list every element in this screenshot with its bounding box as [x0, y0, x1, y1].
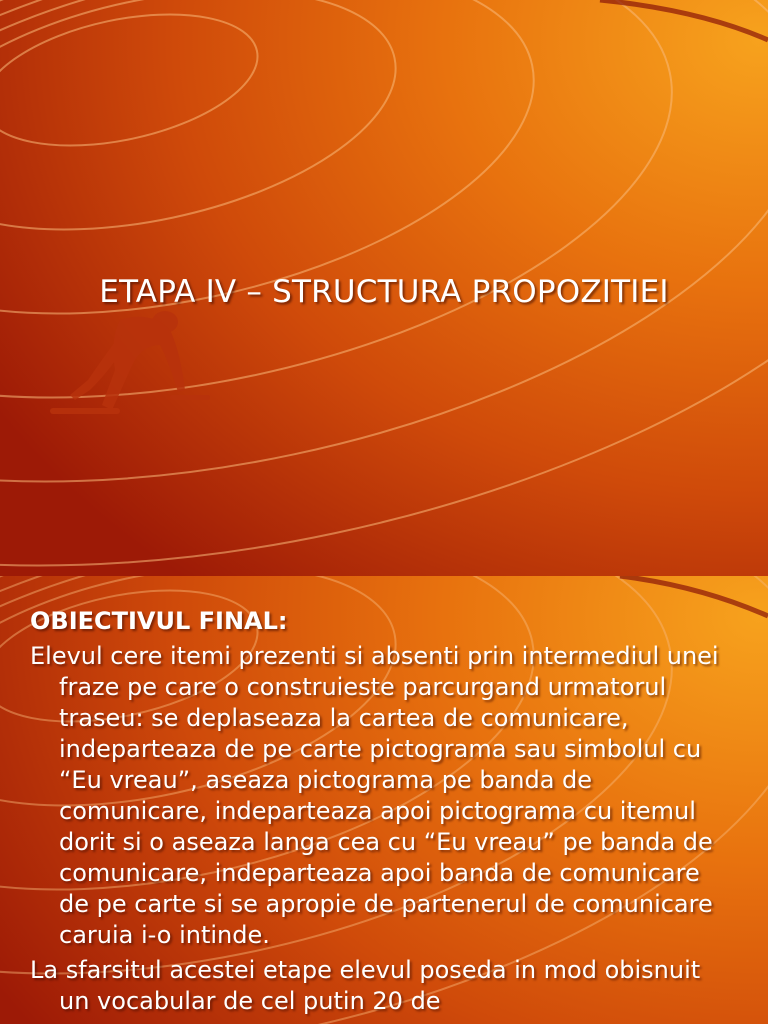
sprinter-silhouette-icon: [20, 300, 240, 440]
vocabulary-paragraph: La sfarsitul acestei etape elevul poseda in mod obisnuit un vocabular de cel putin 20 de: [30, 956, 701, 1015]
objective-paragraph: Elevul cere itemi prezenti si absenti prin intermediul unei fraze pe care o construieste parcurgand urmatorul traseu: se deplaseaza la cartea de comunicare, indeparteaza de pe carte pictograma sau simbolul cu “Eu vreau”, aseaza pictograma pe banda de comunicare, indeparteaza apoi pictograma cu itemul dorit si o aseaza langa cea cu “Eu vreau” pe banda de comunicare, indeparteaza apoi banda de comunicare de pe carte si se apropie de partenerul de comunicare caruia i-o intinde.: [30, 642, 719, 949]
slide-content: [30, 606, 735, 1021]
slide-title: ETAPA IV – STRUCTURA PROPOZITIEI: [99, 274, 669, 310]
content-slide: [0, 576, 768, 1024]
objective-heading: OBIECTIVUL FINAL:: [30, 607, 288, 635]
